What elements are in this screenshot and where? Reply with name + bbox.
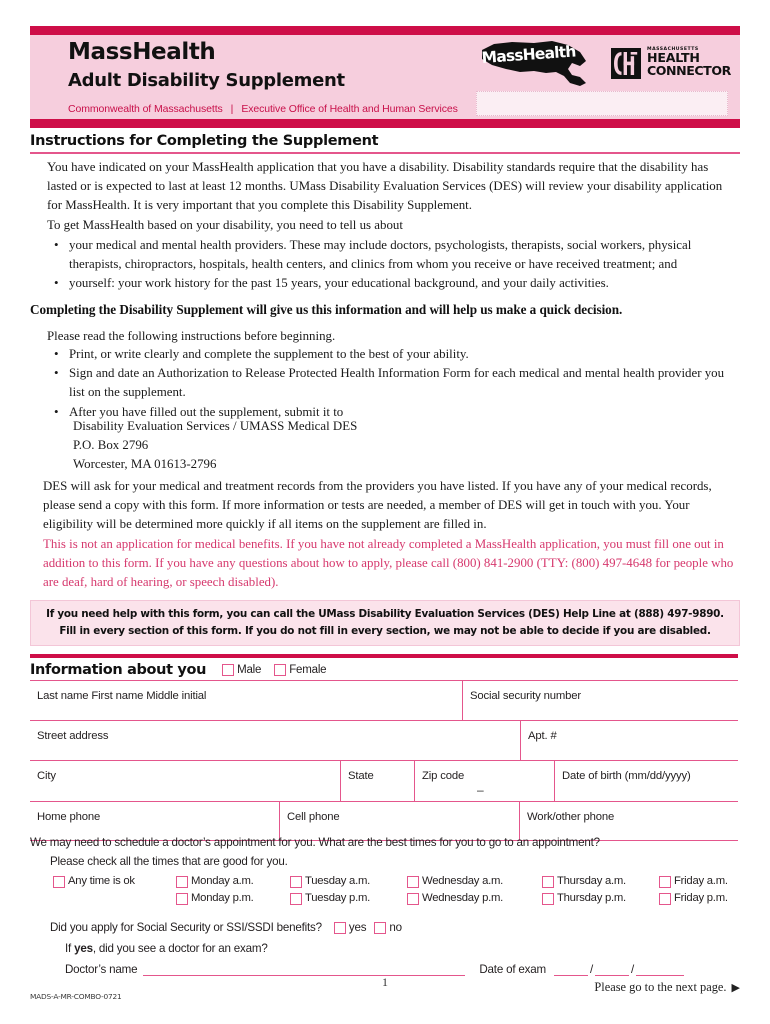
checkbox-item-wednesday-pm[interactable]: [404, 892, 539, 905]
label-zip-code: Zip code: [422, 770, 465, 782]
field-name[interactable]: [30, 681, 462, 720]
connector-mark-icon: [611, 48, 641, 79]
label-female: Female: [289, 663, 327, 676]
label-cell-phone: Cell phone: [287, 811, 340, 823]
connector-health-label: HEALTH: [647, 50, 700, 66]
instructions-bold-heading: Completing the Disability Supplement will give us this information and will help us make a quick decision.: [30, 302, 623, 317]
checkbox-wednesday-am[interactable]: [407, 876, 419, 888]
list-item: • your medical and mental health providers. These may include doctors, psychologists, therapists, social workers, physical therapists, chiropractors, hospitals, health centers, and clinics from whom you receive or have received treatment; and: [47, 236, 737, 274]
label-male: Male: [237, 663, 262, 676]
table-row: [30, 801, 738, 841]
svg-text:MassHealth: MassHealth: [481, 42, 577, 67]
header-top-bar: [30, 26, 740, 35]
followup-bold-yes: yes: [74, 942, 93, 955]
followup-suffix: , did you see a doctor for an exam?: [92, 942, 268, 955]
label-doctor-name: Doctor’s name: [65, 963, 138, 976]
appointment-times-row-am: [50, 875, 738, 888]
page-number: 1: [382, 975, 388, 989]
checkbox-item-friday-pm[interactable]: [656, 892, 728, 905]
help-line-text-2: Fill in every section of this form. If you do not fill in every section, we may not be able to decide if you are disabled.: [59, 625, 711, 637]
checkbox-item-monday-am[interactable]: [173, 875, 287, 888]
instructions-bullets-2: [47, 345, 737, 422]
label-work-phone: Work/other phone: [527, 811, 615, 823]
label-wednesday-pm: Wednesday p.m.: [422, 892, 504, 904]
checkbox-item-friday-am[interactable]: [656, 875, 728, 888]
instructions-paragraph-1: You have indicated on your MassHealth application that you have a disability. Disability standards require that the disability has lasted or is expected to last at least 12 months. UMass Disability Evaluation Services (DES) will review your disability application for MassHealth. It is very important that you complete this Disability Supplement.: [47, 160, 723, 213]
checkbox-item-any-time[interactable]: [50, 875, 173, 888]
health-connector-logo: [611, 43, 731, 83]
checkbox-item-wednesday-am[interactable]: [404, 875, 539, 888]
ssi-question-row: [50, 921, 738, 934]
checkbox-item-thursday-am[interactable]: [539, 875, 656, 888]
address-line: Worcester, MA 01613-2796: [73, 457, 217, 472]
help-line-text-1: If you need help with this form, you can call the UMass Disability Evaluation Services (DES) Help Line at (888) 497-9890.: [46, 608, 724, 620]
field-work-phone[interactable]: [519, 802, 738, 840]
label-monday-am: Monday a.m.: [191, 875, 254, 887]
address-line: P.O. Box 2796: [73, 438, 149, 453]
form-section-title: Information about you: [30, 661, 207, 678]
label-date-of-birth: Date of birth (mm/dd/yyyy): [562, 770, 691, 782]
form-code: MADS-A-MR-COMBO-0721: [30, 992, 122, 1001]
checkbox-item-spacer: [50, 892, 173, 905]
checkbox-item-thursday-pm[interactable]: [539, 892, 656, 905]
checkbox-item-monday-pm[interactable]: [173, 892, 287, 905]
agency-eohhs: Executive Office of Health and Human Services: [241, 103, 458, 115]
header-band: [30, 35, 740, 119]
checkbox-ssi-yes[interactable]: [334, 922, 346, 934]
label-state: State: [348, 770, 374, 782]
checkbox-thursday-am[interactable]: [542, 876, 554, 888]
label-name: Last name First name Middle initial: [37, 690, 207, 702]
doctor-exam-row: Doctor’s name Date of exam / /: [65, 963, 738, 976]
label-street-address: Street address: [37, 730, 109, 742]
checkbox-item-tuesday-am[interactable]: [287, 875, 404, 888]
appointment-availability-section: [30, 836, 738, 905]
field-state[interactable]: [340, 761, 414, 801]
ssi-followup-question: [65, 942, 738, 955]
checkbox-item-tuesday-pm[interactable]: [287, 892, 404, 905]
arrow-right-icon: ▶: [731, 982, 740, 994]
connector-wordmark: [647, 48, 731, 78]
instructions-divider: [30, 152, 740, 154]
next-page-note: [594, 980, 740, 995]
checkbox-ssi-no[interactable]: [374, 922, 386, 934]
checkbox-thursday-pm[interactable]: [542, 893, 554, 905]
checkbox-female[interactable]: [274, 664, 286, 676]
field-street-address[interactable]: [30, 721, 520, 760]
label-monday-pm: Monday p.m.: [191, 892, 254, 904]
masshealth-logo: [476, 39, 598, 87]
checkbox-monday-am[interactable]: [176, 876, 188, 888]
instructions-notice-pink: This is not an application for medical benefits. If you have not already completed a MassHealth application, you must fill one out in addition to this form. If you have any questions about how to apply, please call (800) 841-2900 (TTY: (800) 497-4648 for people who are deaf, hard of hearing, or speech disabled).: [43, 537, 734, 590]
label-wednesday-am: Wednesday a.m.: [422, 875, 504, 887]
address-line: Disability Evaluation Services / UMASS Medical DES: [73, 419, 358, 433]
appointment-instruction: Please check all the times that are good for you.: [50, 855, 288, 868]
label-friday-am: Friday a.m.: [674, 875, 728, 887]
checkbox-tuesday-am[interactable]: [290, 876, 302, 888]
instructions-paragraph-4: DES will ask for your medical and treatment records from the providers you have listed. If you have any of your medical records, please send a copy with this form. If more information or tests are needed, a member of DES will get in touch with you. Your eligibility will be determined more quickly if all items on the supplement are filled in.: [43, 479, 712, 532]
header-bottom-bar: [30, 119, 740, 128]
agency-line: [68, 103, 458, 115]
field-cell-phone[interactable]: [279, 802, 519, 840]
field-zip-code[interactable]: [414, 761, 554, 801]
agency-commonwealth: Commonwealth of Massachusetts: [68, 103, 223, 115]
table-row: [30, 760, 738, 801]
connector-massachusetts-label: MASSACHUSETTS: [647, 46, 699, 52]
connector-connector-label: CONNECTOR: [647, 63, 731, 79]
label-tuesday-pm: Tuesday p.m.: [305, 892, 371, 904]
label-ssn: Social security number: [470, 690, 581, 702]
label-any-time: Any time is ok: [68, 875, 135, 887]
ssi-ssdi-section: [30, 921, 738, 976]
appointment-times-row-pm: [50, 892, 738, 905]
checkbox-wednesday-pm[interactable]: [407, 893, 419, 905]
appointment-question: We may need to schedule a doctor’s appointment for you. What are the best times for you to go to an appointment?: [30, 836, 600, 849]
list-item: • Sign and date an Authorization to Release Protected Health Information Form for each medical and mental health provider you list on the supplement.: [47, 364, 737, 402]
checkbox-male[interactable]: [222, 664, 234, 676]
page-subtitle: Adult Disability Supplement: [68, 70, 345, 91]
form-section-bar: [30, 654, 738, 658]
page-title: MassHealth: [68, 39, 216, 65]
label-thursday-pm: Thursday p.m.: [557, 892, 626, 904]
ssi-question-label: Did you apply for Social Security or SSI/SSDI benefits?: [50, 921, 322, 934]
agency-separator: |: [230, 103, 234, 115]
label-home-phone: Home phone: [37, 811, 101, 823]
label-thursday-am: Thursday a.m.: [557, 875, 626, 887]
information-about-you-row: [30, 659, 738, 680]
checkbox-friday-am[interactable]: [659, 876, 671, 888]
followup-prefix: If: [65, 942, 75, 955]
zip-code-dash: –: [477, 783, 484, 797]
instructions-heading: Instructions for Completing the Supplement: [30, 133, 379, 149]
field-city[interactable]: [30, 761, 340, 801]
label-city: City: [37, 770, 56, 782]
label-friday-pm: Friday p.m.: [674, 892, 728, 904]
list-item: • yourself: your work history for the past 15 years, your educational background, and your daily activities.: [47, 274, 737, 293]
field-apartment[interactable]: [520, 721, 738, 760]
checkbox-any-time[interactable]: [53, 876, 65, 888]
label-tuesday-am: Tuesday a.m.: [305, 875, 371, 887]
document-header: [30, 26, 740, 128]
checkbox-friday-pm[interactable]: [659, 893, 671, 905]
field-home-phone[interactable]: [30, 802, 279, 840]
field-ssn[interactable]: [462, 681, 738, 720]
instructions-bullets-1: [47, 236, 737, 294]
header-blank-field[interactable]: [476, 91, 728, 116]
list-item: • After you have filled out the supplement, submit it to: [47, 403, 737, 422]
submission-address: [73, 417, 673, 475]
checkbox-monday-pm[interactable]: [176, 893, 188, 905]
instructions-paragraph-3: Please read the following instructions before beginning.: [47, 329, 336, 343]
help-line-box: [30, 600, 740, 646]
table-row: [30, 680, 738, 720]
checkbox-tuesday-pm[interactable]: [290, 893, 302, 905]
label-apartment: Apt. #: [528, 730, 557, 742]
field-date-of-birth[interactable]: [554, 761, 738, 801]
list-item: • Print, or write clearly and complete the supplement to the best of your ability.: [47, 345, 737, 364]
label-date-of-exam: Date of exam: [479, 963, 546, 976]
table-row: [30, 720, 738, 760]
label-ssi-no: no: [389, 921, 402, 934]
personal-info-grid: [30, 680, 738, 841]
label-ssi-yes: yes: [348, 921, 367, 934]
next-page-label: Please go to the next page.: [594, 980, 727, 994]
instructions-paragraph-2: To get MassHealth based on your disability, you need to tell us about: [47, 218, 403, 232]
